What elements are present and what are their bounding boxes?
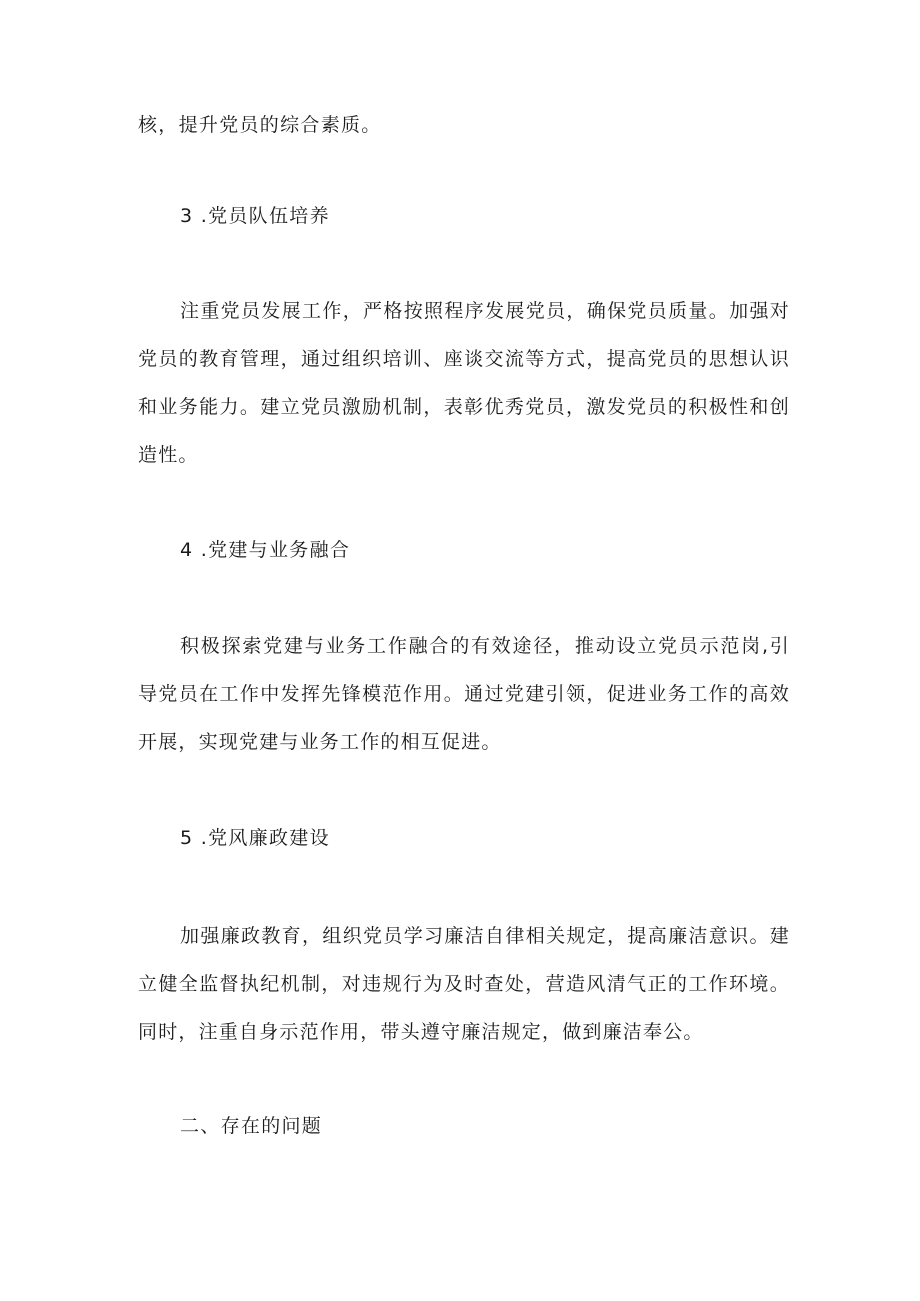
section-heading-3: 3 .党员队伍培养 xyxy=(180,205,330,227)
section-body-4: 积极探索党建与业务工作融合的有效途径，推动设立党员示范岗,引导党员在工作中发挥先锋模范作用。通过党建引领，促进业务工作的高效开展，实现党建与业务工作的相互促进。 xyxy=(138,635,790,753)
chapter-heading: 二、存在的问题 xyxy=(180,1115,323,1137)
section-heading-4: 4 .党建与业务融合 xyxy=(180,539,351,561)
section-heading-5: 5 .党风廉政建设 xyxy=(180,827,330,849)
intro-line: 核，提升党员的综合素质。 xyxy=(138,114,382,136)
section-body-3: 注重党员发展工作，严格按照程序发展党员，确保党员质量。加强对党员的教育管理，通过组织培训、座谈交流等方式，提高党员的思想认识和业务能力。建立党员激励机制，表彰优秀党员，激发党员的积极性和创造性。 xyxy=(138,300,790,466)
section-body-5: 加强廉政教育，组织党员学习廉洁自律相关规定，提高廉洁意识。建立健全监督执纪机制，对违规行为及时查处，营造风清气正的工作环境。同时，注重自身示范作用，带头遵守廉洁规定，做到廉洁奉公。 xyxy=(138,925,790,1043)
